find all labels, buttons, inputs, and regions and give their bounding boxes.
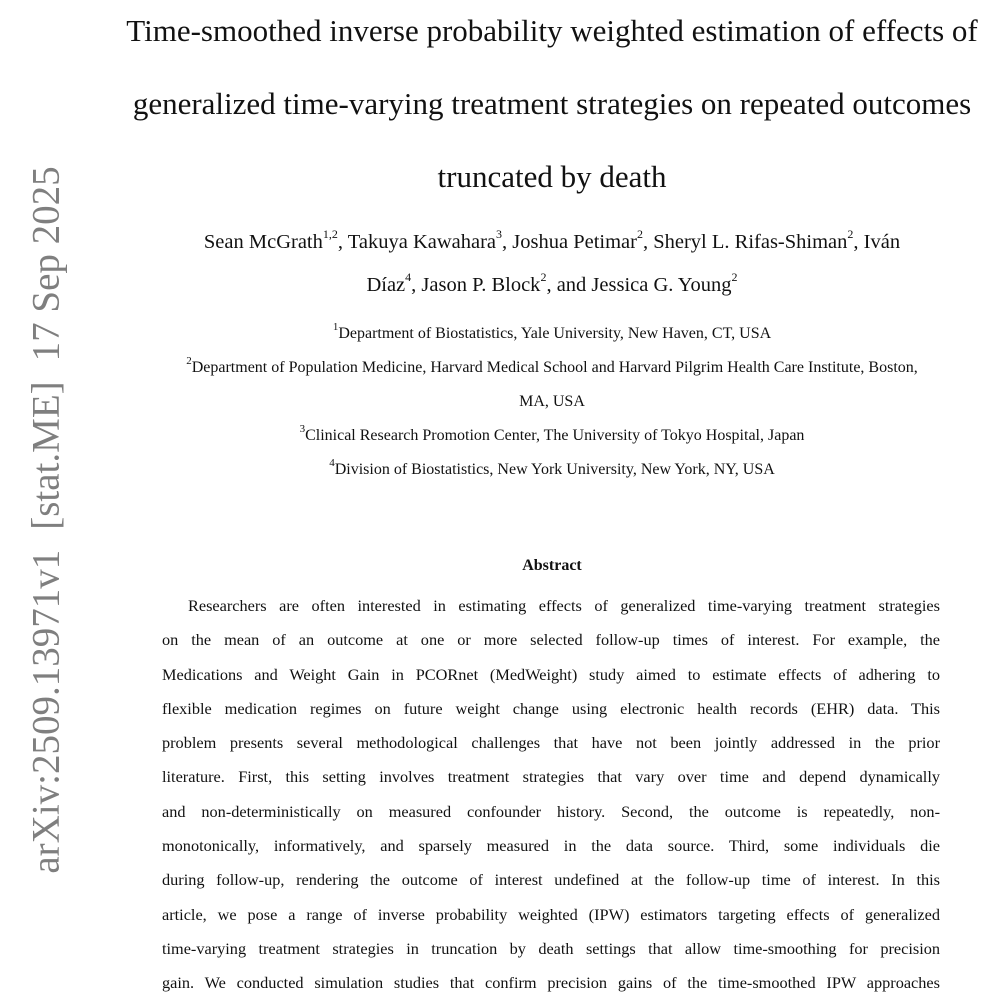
abstract-line: problem presents several methodological challenges that have not been jointly addressed in the prior <box>162 733 940 753</box>
title-line: truncated by death <box>437 159 667 194</box>
affiliation <box>112 317 992 351</box>
affiliation-number: 4 <box>329 456 335 469</box>
author-separator: , and <box>546 274 592 296</box>
author-separator: , <box>337 231 348 253</box>
author-affiliation-marker: 2 <box>540 270 547 285</box>
author-line <box>112 221 992 264</box>
author-separator: , <box>853 231 864 253</box>
abstract-line: article, we pose a range of inverse probability weighted (IPW) estimators targeting effects of generalized <box>162 904 940 924</box>
author-affiliation-marker: 4 <box>405 270 412 285</box>
abstract-line: during follow-up, rendering the outcome of interest undefined at the follow-up time of interest. In this <box>162 870 940 890</box>
arxiv-category: [stat.ME] <box>24 381 68 530</box>
affiliation-number: 3 <box>299 422 306 435</box>
abstract-heading: Abstract <box>522 557 582 574</box>
author-affiliation-marker: 1,2 <box>322 227 338 242</box>
abstract-line: Researchers are often interested in estimating effects of generalized time-varying treatment strategies <box>188 596 940 615</box>
affiliation-text: Department of Population Medicine, Harvard Medical School and Harvard Pilgrim Health Care Institute, Boston, <box>191 359 918 376</box>
arxiv-date: 17 Sep 2025 <box>24 166 68 362</box>
abstract-line: flexible medication regimes on future weight change using electronic health records (EHR) data. This <box>162 698 940 718</box>
author-separator: , <box>642 231 654 253</box>
abstract-line: and non-deterministically on measured confounder history. Second, the outcome is repeatedly, non- <box>162 801 940 821</box>
author-name: Díaz <box>366 274 406 296</box>
title-line: Time-smoothed inverse probability weighted estimation of effects of <box>126 13 978 48</box>
paper-page <box>112 0 992 1001</box>
author-name: Joshua Petimar <box>512 231 637 253</box>
abstract-line: time-varying treatment strategies in truncation by death settings that allow time-smoothing for precision <box>162 938 940 958</box>
arxiv-stamp <box>24 156 69 883</box>
affiliation <box>112 385 992 419</box>
author-affiliation-marker: 2 <box>636 227 643 242</box>
abstract-line: literature. First, this setting involves treatment strategies that vary over time and depend dynamically <box>162 767 940 787</box>
title-line: generalized time-varying treatment strategies on repeated outcomes <box>132 86 972 121</box>
author-separator: , <box>411 274 422 296</box>
affiliation-text: Division of Biostatistics, New York University, New York, NY, USA <box>334 461 775 478</box>
abstract-line: monotonically, informatively, and sparsely measured in the data source. Third, some individuals die <box>162 836 940 856</box>
author-separator: , <box>502 231 513 253</box>
author-name: Sean McGrath <box>203 231 323 253</box>
author-affiliation-marker: 2 <box>731 270 738 285</box>
author-affiliation-marker: 3 <box>496 227 503 242</box>
abstract-body <box>162 589 940 1001</box>
author-name: Iván <box>863 231 901 253</box>
affiliation <box>112 453 992 487</box>
affiliation-text: Clinical Research Promotion Center, The University of Tokyo Hospital, Japan <box>305 427 805 444</box>
arxiv-id: arXiv:2509.13971v1 <box>24 549 68 874</box>
affiliation-text: Department of Biostatistics, Yale University, New Haven, CT, USA <box>338 325 772 342</box>
author-affiliation-marker: 2 <box>847 227 854 242</box>
author-name: Jessica G. Young <box>591 274 732 296</box>
paper-title <box>112 0 992 213</box>
abstract-line: on the mean of an outcome at one or more selected follow-up times of interest. For example, the <box>162 630 940 650</box>
author-line <box>112 264 992 307</box>
author-list <box>112 221 992 307</box>
affiliation-text: MA, USA <box>519 393 585 410</box>
affiliation-list <box>112 317 992 487</box>
affiliation <box>112 351 992 385</box>
affiliation-number: 1 <box>332 320 339 333</box>
abstract-line: Medications and Weight Gain in PCORnet (MedWeight) study aimed to estimate effects of adhering to <box>162 664 940 684</box>
affiliation <box>112 419 992 453</box>
author-name: Takuya Kawahara <box>347 231 497 253</box>
author-name: Sheryl L. Rifas-Shiman <box>653 231 848 253</box>
affiliation-number: 2 <box>186 354 192 367</box>
author-name: Jason P. Block <box>421 274 541 296</box>
abstract-line: gain. We conducted simulation studies that confirm precision gains of the time-smoothed IPW approaches <box>162 973 940 993</box>
